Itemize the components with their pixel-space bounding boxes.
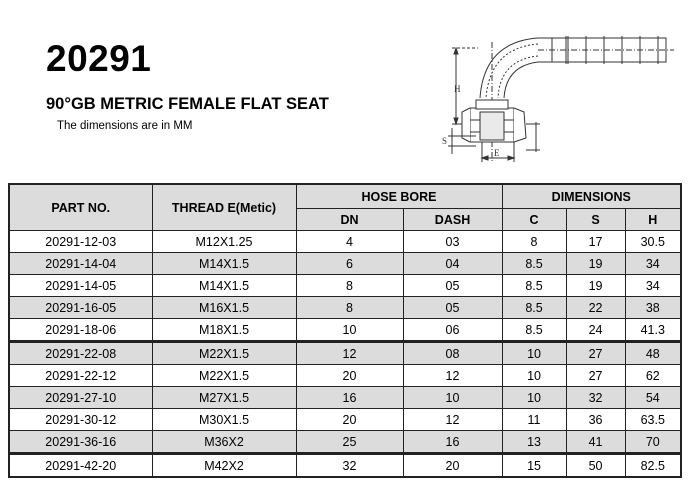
cell-part: 20291-16-05 xyxy=(9,297,152,319)
table-row xyxy=(9,297,681,319)
cell-s: 27 xyxy=(566,342,625,365)
label-e: E xyxy=(494,148,500,158)
table-row xyxy=(9,431,681,454)
cell-c: 8.5 xyxy=(502,319,566,342)
header-dimensions: DIMENSIONS xyxy=(502,184,681,209)
cell-dash: 08 xyxy=(403,342,502,365)
dimensions-table xyxy=(8,183,682,478)
cell-thread: M42X2 xyxy=(152,454,296,478)
table-row xyxy=(9,387,681,409)
cell-part: 20291-14-04 xyxy=(9,253,152,275)
table-row xyxy=(9,253,681,275)
cell-part: 20291-18-06 xyxy=(9,319,152,342)
cell-thread: M22X1.5 xyxy=(152,365,296,387)
table-row xyxy=(9,319,681,342)
cell-h: 38 xyxy=(625,297,681,319)
product-subtitle: 90°GB METRIC FEMALE FLAT SEAT xyxy=(46,95,329,113)
cell-c: 10 xyxy=(502,387,566,409)
cell-c: 8.5 xyxy=(502,253,566,275)
cell-dash: 04 xyxy=(403,253,502,275)
cell-c: 15 xyxy=(502,454,566,478)
cell-s: 27 xyxy=(566,365,625,387)
cell-c: 10 xyxy=(502,365,566,387)
cell-dn: 8 xyxy=(296,275,403,297)
header-part-no: PART NO. xyxy=(9,184,152,231)
cell-h: 34 xyxy=(625,253,681,275)
cell-thread: M18X1.5 xyxy=(152,319,296,342)
table-body xyxy=(9,231,681,478)
cell-c: 11 xyxy=(502,409,566,431)
fitting-drawing xyxy=(418,12,680,170)
cell-h: 63.5 xyxy=(625,409,681,431)
table-row xyxy=(9,231,681,253)
cell-s: 32 xyxy=(566,387,625,409)
cell-part: 20291-36-16 xyxy=(9,431,152,454)
cell-part: 20291-27-10 xyxy=(9,387,152,409)
part-number-title: 20291 xyxy=(46,38,152,79)
cell-part: 20291-30-12 xyxy=(9,409,152,431)
header-c: C xyxy=(502,209,566,231)
cell-h: 48 xyxy=(625,342,681,365)
cell-c: 8 xyxy=(502,231,566,253)
cell-dn: 20 xyxy=(296,409,403,431)
cell-part: 20291-22-12 xyxy=(9,365,152,387)
header-dash: DASH xyxy=(403,209,502,231)
cell-c: 13 xyxy=(502,431,566,454)
cell-dash: 10 xyxy=(403,387,502,409)
cell-h: 54 xyxy=(625,387,681,409)
cell-thread: M22X1.5 xyxy=(152,342,296,365)
cell-thread: M12X1.25 xyxy=(152,231,296,253)
cell-h: 82.5 xyxy=(625,454,681,478)
cell-h: 30.5 xyxy=(625,231,681,253)
cell-c: 8.5 xyxy=(502,297,566,319)
cell-dash: 20 xyxy=(403,454,502,478)
cell-thread: M14X1.5 xyxy=(152,275,296,297)
cell-dn: 16 xyxy=(296,387,403,409)
cell-s: 19 xyxy=(566,275,625,297)
cell-s: 50 xyxy=(566,454,625,478)
cell-dash: 03 xyxy=(403,231,502,253)
cell-dash: 05 xyxy=(403,297,502,319)
cell-s: 36 xyxy=(566,409,625,431)
cell-s: 24 xyxy=(566,319,625,342)
cell-dash: 05 xyxy=(403,275,502,297)
table-row xyxy=(9,454,681,478)
cell-s: 22 xyxy=(566,297,625,319)
table-row xyxy=(9,409,681,431)
cell-c: 10 xyxy=(502,342,566,365)
cell-thread: M30X1.5 xyxy=(152,409,296,431)
header-h: H xyxy=(625,209,681,231)
header-dn: DN xyxy=(296,209,403,231)
header-hose-bore: HOSE BORE xyxy=(296,184,502,209)
cell-dn: 12 xyxy=(296,342,403,365)
cell-dash: 12 xyxy=(403,365,502,387)
cell-h: 70 xyxy=(625,431,681,454)
cell-part: 20291-12-03 xyxy=(9,231,152,253)
cell-h: 41.3 xyxy=(625,319,681,342)
cell-s: 17 xyxy=(566,231,625,253)
cell-c: 8.5 xyxy=(502,275,566,297)
cell-dn: 6 xyxy=(296,253,403,275)
cell-thread: M36X2 xyxy=(152,431,296,454)
cell-h: 34 xyxy=(625,275,681,297)
cell-dn: 4 xyxy=(296,231,403,253)
cell-dn: 32 xyxy=(296,454,403,478)
cell-thread: M14X1.5 xyxy=(152,253,296,275)
header-s: S xyxy=(566,209,625,231)
cell-part: 20291-42-20 xyxy=(9,454,152,478)
cell-dn: 8 xyxy=(296,297,403,319)
header-thread: THREAD E(Metic) xyxy=(152,184,296,231)
cell-part: 20291-22-08 xyxy=(9,342,152,365)
cell-thread: M27X1.5 xyxy=(152,387,296,409)
cell-thread: M16X1.5 xyxy=(152,297,296,319)
cell-dash: 06 xyxy=(403,319,502,342)
cell-dn: 20 xyxy=(296,365,403,387)
cell-h: 62 xyxy=(625,365,681,387)
table-row xyxy=(9,342,681,365)
cell-part: 20291-14-05 xyxy=(9,275,152,297)
cell-s: 41 xyxy=(566,431,625,454)
cell-s: 19 xyxy=(566,253,625,275)
label-h: H xyxy=(454,84,461,94)
cell-dn: 10 xyxy=(296,319,403,342)
table-row xyxy=(9,365,681,387)
cell-dn: 25 xyxy=(296,431,403,454)
units-note: The dimensions are in MM xyxy=(57,120,193,132)
cell-dash: 16 xyxy=(403,431,502,454)
table-row xyxy=(9,275,681,297)
cell-dash: 12 xyxy=(403,409,502,431)
label-s: S xyxy=(442,136,448,146)
